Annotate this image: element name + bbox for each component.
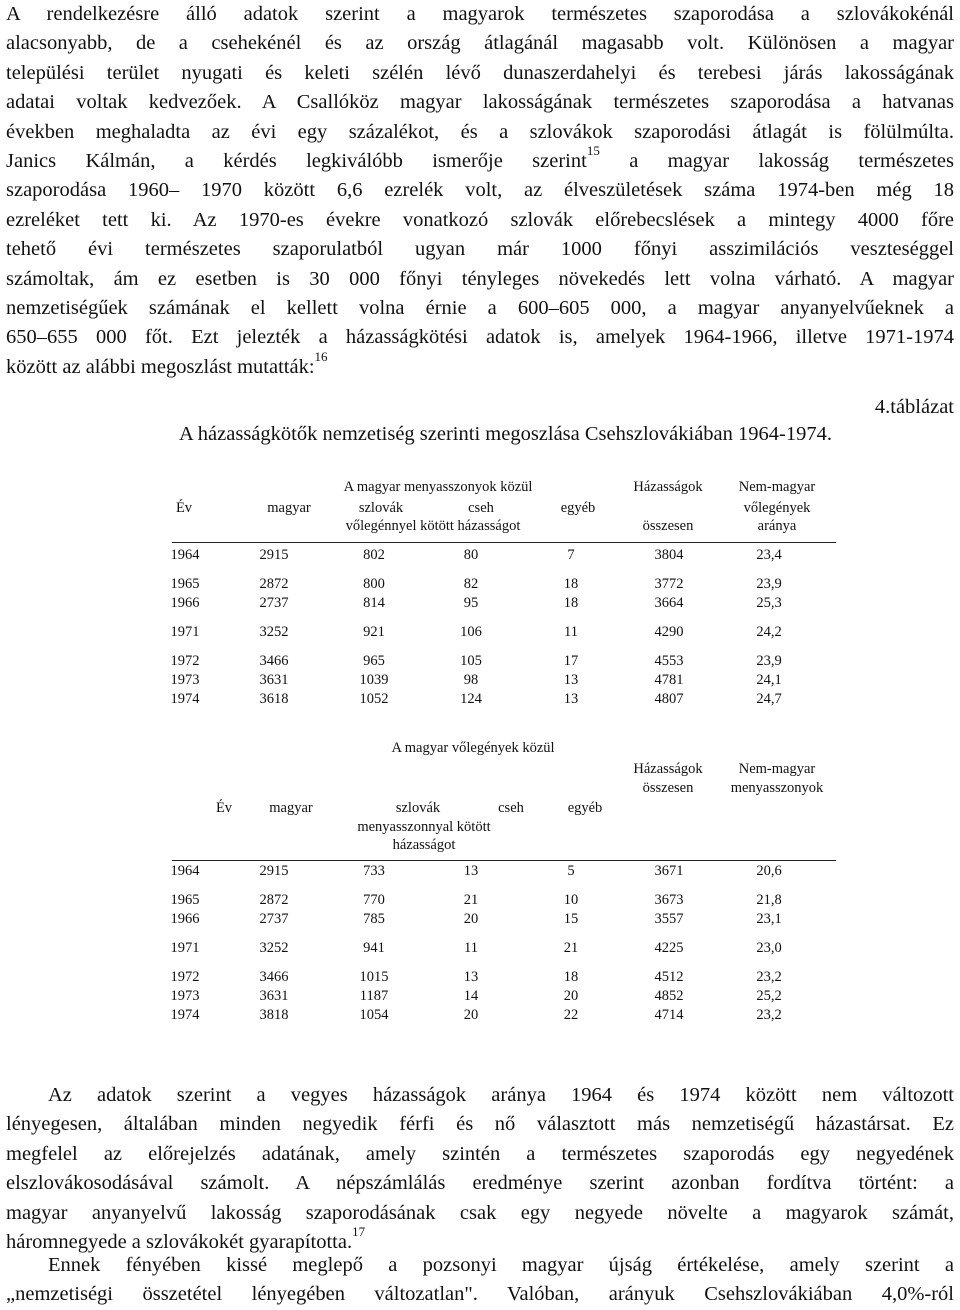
cell: 4512: [654, 969, 684, 985]
text-line: magyar anyanyelvű lakosság szaporodásának csak egy negyede növelte a magyarok számát,: [6, 1201, 954, 1224]
cell: 1971: [170, 940, 200, 956]
table-row: [150, 968, 820, 987]
cell: 3664: [654, 595, 684, 611]
cell: 1965: [170, 892, 200, 908]
cell: 1966: [170, 911, 200, 927]
paragraph-2: [6, 1081, 954, 1257]
cell: 3818: [259, 1007, 289, 1023]
cell: 23,9: [756, 653, 782, 669]
table-row: [150, 862, 820, 881]
cell: 1964: [170, 863, 200, 879]
row-gap: [150, 613, 820, 623]
text-line: számoltak, ám ez esetben is 30 000 főnyi tényleges növekedés lett volna várható. A magyar: [6, 267, 954, 290]
text-line: adatai voltak kedvezőek. A Csallóköz magyar lakosságának természetes szaporodása a hatvanas: [6, 91, 954, 114]
cell: 4290: [654, 624, 684, 640]
cell: 770: [363, 892, 385, 908]
table-row: [150, 652, 820, 671]
cell: 2737: [259, 595, 289, 611]
cell: 25,2: [756, 988, 782, 1004]
table2-header-nonhu: Nem-magyar: [738, 761, 816, 777]
cell: 785: [363, 911, 385, 927]
cell: 23,2: [756, 969, 782, 985]
table-row: [150, 594, 820, 613]
footnote-ref-17: 17: [352, 1224, 366, 1240]
cell: 4714: [654, 1007, 684, 1023]
text-segment: a magyar lakosság természetes: [629, 150, 955, 173]
cell: 1972: [170, 653, 200, 669]
cell: 1973: [170, 672, 200, 688]
cell: 11: [464, 940, 478, 956]
text-line: települési terület nyugati és keleti szélén lévő dunaszerdahelyi és terebesi járás lakosságának: [6, 61, 954, 84]
cell: 4225: [654, 940, 684, 956]
table-row: [150, 575, 820, 594]
row-gap: [150, 881, 820, 891]
cell: 80: [463, 547, 479, 563]
cell: 4553: [654, 653, 684, 669]
cell: 921: [363, 624, 385, 640]
table1-header-magyar: magyar: [267, 500, 311, 516]
text-line: években meghaladta az évi egy százalékot, és a szlovákok szaporodási átlagát is fölülmúlta.: [6, 120, 954, 143]
table-row: [150, 987, 820, 1006]
cell: 20: [463, 911, 479, 927]
table2-header-magyar: magyar: [269, 800, 313, 816]
row-gap: [150, 565, 820, 575]
cell: 18: [563, 576, 579, 592]
cell: 106: [460, 624, 482, 640]
table-row: [150, 623, 820, 642]
table-row: [150, 891, 820, 910]
cell: 4852: [654, 988, 684, 1004]
cell: 1974: [170, 691, 200, 707]
table2-body: [150, 862, 820, 1025]
table2-header-group: A magyar vőlegények közül: [391, 740, 555, 756]
table2-header-total: Házasságok: [633, 761, 703, 777]
cell: 1974: [170, 1007, 200, 1023]
cell: 13: [463, 863, 479, 879]
cell: 95: [463, 595, 479, 611]
cell: 1039: [359, 672, 389, 688]
cell: 1973: [170, 988, 200, 1004]
paragraph-1: [6, 0, 954, 382]
text-line: 650–655 000 főt. Ezt jelezték a házasságkötési adatok is, amelyek 1964-1966, illetve 1971-1974: [6, 326, 954, 349]
cell: 1052: [359, 691, 389, 707]
footnote-ref-15: 15: [586, 143, 600, 159]
text-line: Az adatok szerint a vegyes házasságok aránya 1964 és 1974 között nem változott: [48, 1084, 954, 1106]
table1-header-nonhu-2: vőlegények: [743, 500, 811, 516]
cell: 3466: [259, 969, 289, 985]
table2-header-sub-2: házasságot: [392, 837, 456, 853]
cell: 2872: [259, 892, 289, 908]
cell: 18: [563, 969, 579, 985]
cell: 800: [363, 576, 385, 592]
text-segment: között az alábbi megoszlást mutatták:: [6, 355, 315, 378]
table1-header-cseh: cseh: [468, 500, 494, 516]
table-row: [150, 910, 820, 929]
cell: 814: [363, 595, 385, 611]
cell: 1054: [359, 1007, 389, 1023]
table2-header-szlovak: szlovák: [395, 800, 441, 816]
cell: 15: [563, 911, 579, 927]
cell: 13: [563, 672, 579, 688]
table2-header-sub: menyasszonnyal kötött: [357, 819, 491, 835]
cell: 23,9: [756, 576, 782, 592]
cell: 5: [567, 863, 575, 879]
cell: 1966: [170, 595, 200, 611]
cell: 105: [460, 653, 482, 669]
table2-header-egyeb: egyéb: [567, 800, 603, 816]
cell: 23,4: [756, 547, 782, 563]
cell: 20: [563, 988, 579, 1004]
cell: 11: [564, 624, 578, 640]
cell: 3631: [259, 988, 289, 1004]
cell: 13: [563, 691, 579, 707]
cell: 24,1: [756, 672, 782, 688]
cell: 1965: [170, 576, 200, 592]
table-number: 4.táblázat: [874, 396, 954, 418]
text-line-with-footnote: [6, 143, 955, 176]
cell: 23,0: [756, 940, 782, 956]
cell: 1187: [359, 988, 389, 1004]
table-row: [150, 939, 820, 958]
cell: 7: [567, 547, 575, 563]
footnote-ref-16: 16: [314, 349, 328, 365]
cell: 3804: [654, 547, 684, 563]
table-row: [150, 1006, 820, 1025]
cell: 20,6: [756, 863, 782, 879]
table1-header-year: Év: [175, 500, 193, 516]
cell: 24,2: [756, 624, 782, 640]
table1-header-sub: vőlegénnyel kötött házasságot: [345, 518, 521, 534]
cell: 941: [363, 940, 385, 956]
text-line: megfelel az előrejelzés adatának, amely szintén a természetes szaporodás egy negyedének: [6, 1142, 954, 1165]
table2-header-total-2: összesen: [642, 780, 694, 796]
text-line: lényegesen, általában minden negyedik férfi és nő választott más nemzetiségű házastársat. Ez: [6, 1113, 954, 1136]
table1-header-total-2: összesen: [642, 518, 694, 534]
table2-rule: [172, 860, 836, 861]
cell: 2872: [259, 576, 289, 592]
text-line: Ennek fényében kissé meglepő a pozsonyi magyar újság értékelése, amely szerint a: [48, 1254, 954, 1276]
cell: 802: [363, 547, 385, 563]
table-row: [150, 546, 820, 565]
cell: 20: [463, 1007, 479, 1023]
cell: 965: [363, 653, 385, 669]
cell: 24,7: [756, 691, 782, 707]
table1-header-nonhu: Nem-magyar: [738, 479, 816, 495]
cell: 82: [463, 576, 479, 592]
cell: 3772: [654, 576, 684, 592]
cell: 3466: [259, 653, 289, 669]
cell: 21,8: [756, 892, 782, 908]
cell: 4807: [654, 691, 684, 707]
cell: 2737: [259, 911, 289, 927]
cell: 17: [563, 653, 579, 669]
text-line: szaporodása 1960– 1970 között 6,6 ezrelék volt, az élveszületések száma 1974-ben még 18: [6, 179, 954, 202]
text-line: nemzetiségűek számának el kellett volna érnie a 600–605 000, a magyar anyanyelvűeknek a: [6, 297, 954, 320]
text-segment: háromnegyede a szlovákokét gyarapította.: [6, 1231, 353, 1254]
table-row: [150, 690, 820, 709]
cell: 14: [463, 988, 479, 1004]
cell: 21: [563, 940, 579, 956]
cell: 3671: [654, 863, 684, 879]
cell: 1972: [170, 969, 200, 985]
table1-header-total: Házasságok: [633, 479, 703, 495]
cell: 733: [363, 863, 385, 879]
cell: 124: [460, 691, 482, 707]
cell: 25,3: [756, 595, 782, 611]
table-caption: A házasságkötők nemzetiség szerinti megoszlása Csehszlovákiában 1964-1974.: [179, 423, 832, 445]
table2-header-nonhu-2: menyasszonyok: [730, 780, 824, 796]
cell: 3557: [654, 911, 684, 927]
paragraph-3: [6, 1251, 954, 1310]
text-line: elszlovákosodásával számolt. A népszámlálás eredménye szerint azonban fordítva történt: a: [6, 1172, 954, 1195]
table-row: [150, 671, 820, 690]
cell: 22: [563, 1007, 579, 1023]
table1-header-nonhu-3: aránya: [757, 518, 797, 534]
cell: 1971: [170, 624, 200, 640]
cell: 10: [563, 892, 579, 908]
row-gap: [150, 642, 820, 652]
table1-header-egyeb: egyéb: [560, 500, 596, 516]
cell: 3252: [259, 624, 289, 640]
text-line: „nemzetiségi összetétel lényegében változatlan". Valóban, arányuk Csehszlovákiában 4,0%-ról: [6, 1283, 954, 1306]
table1-body: [150, 546, 820, 709]
table1-rule: [172, 542, 836, 543]
text-line: alacsonyabb, de a csehekénél és az ország átlagánál magasabb volt. Különösen a magyar: [6, 32, 954, 55]
cell: 23,1: [756, 911, 782, 927]
table2-header-cseh: cseh: [498, 800, 524, 816]
cell: 3252: [259, 940, 289, 956]
cell: 3631: [259, 672, 289, 688]
cell: 3673: [654, 892, 684, 908]
cell: 23,2: [756, 1007, 782, 1023]
cell: 1964: [170, 547, 200, 563]
cell: 3618: [259, 691, 289, 707]
cell: 2915: [259, 547, 289, 563]
row-gap: [150, 958, 820, 968]
cell: 4781: [654, 672, 684, 688]
cell: 1015: [359, 969, 389, 985]
text-line: A rendelkezésre álló adatok szerint a magyarok természetes szaporodása a szlovákokénál: [6, 3, 954, 25]
cell: 13: [463, 969, 479, 985]
text-segment: Janics Kálmán, a kérdés legkiválóbb ismerője szerint: [6, 150, 587, 173]
cell: 2915: [259, 863, 289, 879]
cell: 18: [563, 595, 579, 611]
table2-header-year: Év: [215, 800, 233, 816]
text-line-with-footnote: [6, 349, 954, 382]
row-gap: [150, 929, 820, 939]
text-line: ezreléket tett ki. Az 1970-es évekre vonatkozó szlovák előrebecslések a mintegy 4000 főre: [6, 208, 954, 231]
cell: 98: [463, 672, 479, 688]
cell: 21: [463, 892, 479, 908]
table1-header-group: A magyar menyasszonyok közül: [343, 479, 533, 495]
text-line: tehető évi természetes szaporulatból ugyan már 1000 főnyi asszimilációs veszteséggel: [6, 238, 954, 261]
table1-header-szlovak: szlovák: [358, 500, 404, 516]
